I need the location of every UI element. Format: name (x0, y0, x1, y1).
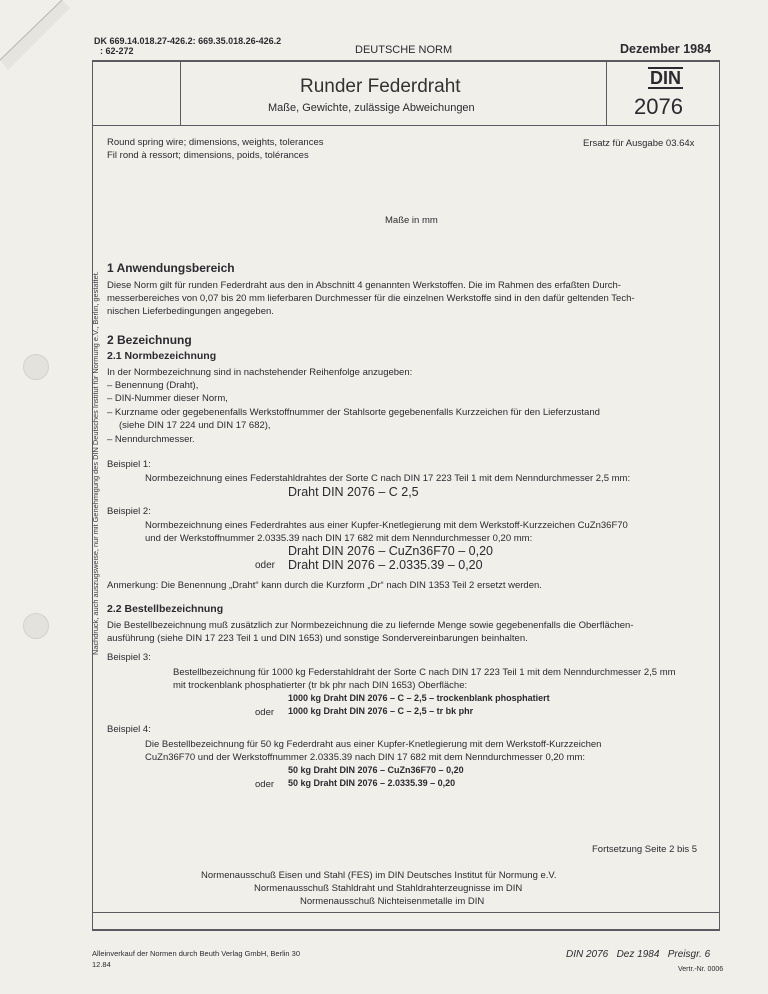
example-3-oder: oder (255, 707, 275, 718)
example-1-label: Beispiel 1: (107, 459, 151, 470)
section-2-heading: 2 Bezeichnung (107, 333, 192, 347)
example-2-line-2: und der Werkstoffnummer 2.0335.39 nach DIN 17 682 mit dem Nenndurchmesser 0,20 mm: (145, 533, 533, 544)
section-2-1-heading: 2.1 Normbezeichnung (107, 350, 217, 362)
section-2-1-intro: In der Normbezeichnung sind in nachstehender Reihenfolge anzugeben: (107, 367, 413, 378)
frame-right (719, 60, 720, 930)
example-2-label: Beispiel 2: (107, 506, 151, 517)
example-4-line-2: CuZn36F70 und der Werkstoffnummer 2.0335.39 nach DIN 17 682 mit dem Nenndurchmesser 0,20 mm: (145, 752, 586, 763)
footer-distributor: Alleinverkauf der Normen durch Beuth Verlag GmbH, Berlin 30 (92, 949, 301, 958)
list-item: – DIN-Nummer dieser Norm, (107, 393, 228, 404)
issue-date: Dezember 1984 (620, 42, 712, 56)
din-number: 2076 (634, 94, 683, 119)
units-note: Maße in mm (385, 215, 438, 226)
section-2-2-line-2: ausführung (siehe DIN 17 223 Teil 1 und DIN 1653) und sonstige Sondervereinbarungen beinhalten. (107, 633, 528, 644)
section-1-heading: 1 Anwendungsbereich (107, 261, 235, 275)
example-4-line-1: Die Bestellbezeichnung für 50 kg Federdraht aus einer Kupfer-Knetlegierung mit dem Werkstoff-Kurzzeichen (145, 739, 602, 750)
section-1-line-2: messerbereiches von 0,07 bis 20 mm lieferbaren Durchmesser für die einzelnen Werkstoffe sind in den dafür geltenden Tech- (107, 293, 635, 304)
example-1-code: Draht DIN 2076 – C 2,5 (288, 485, 419, 499)
section-1-line-3: nischen Lieferbedingungen angegeben. (107, 306, 274, 317)
dk-classification: DK 669.14.018.27-426.2: 669.35.018.26-426.2 (94, 36, 282, 46)
list-item-continuation: (siehe DIN 17 224 und DIN 17 682), (119, 420, 271, 431)
punch-hole-top (23, 354, 49, 380)
example-3-label: Beispiel 3: (107, 652, 151, 663)
example-4-label: Beispiel 4: (107, 724, 151, 735)
list-item: – Benennung (Draht), (107, 380, 199, 391)
title-english: Round spring wire; dimensions, weights, tolerances (107, 137, 324, 148)
example-3-code-2: 1000 kg Draht DIN 2076 – C – 2,5 – tr bk phr (288, 706, 474, 716)
folded-corner (0, 0, 80, 80)
section-1-line-1: Diese Norm gilt für runden Federdraht aus den in Abschnitt 4 genannten Werkstoffen. Die im Rahmen des erfaßten Durch- (107, 280, 621, 291)
header-divider-left (180, 60, 181, 126)
header-rule-top (92, 60, 720, 62)
example-2-line-1: Normbezeichnung eines Federdrahtes aus einer Kupfer-Knetlegierung mit dem Werkstoff-Kurzzeichen CuZn36F70 (145, 520, 628, 531)
footer-reference: DIN 2076 Dez 1984 Preisgr. 6 (566, 949, 711, 960)
example-4-oder: oder (255, 779, 275, 790)
committee-3: Normenausschuß Nichteisenmetalle im DIN (300, 896, 485, 907)
example-1-text: Normbezeichnung eines Federstahldrahtes der Sorte C nach DIN 17 223 Teil 1 mit dem Nenndurchmesser 2,5 mm: (145, 473, 631, 484)
section-2-2-heading: 2.2 Bestellbezeichnung (107, 603, 224, 615)
example-4-code-1: 50 kg Draht DIN 2076 – CuZn36F70 – 0,20 (288, 765, 464, 775)
norm-type: DEUTSCHE NORM (355, 44, 453, 56)
example-3-code-1: 1000 kg Draht DIN 2076 – C – 2,5 – trockenblank phosphatiert (288, 693, 550, 703)
example-2-code-1: Draht DIN 2076 – CuZn36F70 – 0,20 (288, 544, 493, 558)
document-title: Runder Federdraht (300, 76, 461, 97)
header-divider-right (606, 60, 607, 126)
remark: Anmerkung: Die Benennung „Draht“ kann durch die Kurzform „Dr“ nach DIN 1353 Teil 2 ersetzt werden. (107, 580, 542, 591)
footer-code: 12.84 (92, 960, 111, 969)
committee-1: Normenausschuß Eisen und Stahl (FES) im DIN Deutsches Institut für Normung e.V. (201, 870, 557, 881)
header-rule-bottom (92, 125, 720, 126)
punch-hole-bottom (23, 613, 49, 639)
example-4-code-2: 50 kg Draht DIN 2076 – 2.0335.39 – 0,20 (288, 778, 456, 788)
replacement-note: Ersatz für Ausgabe 03.64x (583, 138, 695, 149)
example-3-line-1: Bestellbezeichnung für 1000 kg Federstahldraht der Sorte C nach DIN 17 223 Teil 1 mit dem Nenndurchmesser 2,5 mm (173, 667, 676, 678)
footer-rule-top (92, 912, 720, 913)
reprint-notice: Nachdruck, auch auszugsweise, nur mit Genehmigung des DIN Deutsches Institut für Normung e.V., Berlin, gestattet. (91, 271, 100, 655)
footer-rule-bottom (92, 929, 720, 931)
committee-2: Normenausschuß Stahldraht und Stahldrahterzeugnisse im DIN (254, 883, 523, 894)
section-2-2-line-1: Die Bestellbezeichnung muß zusätzlich zur Normbezeichnung die zu liefernde Menge sowie gegebenenfalls die Oberflächen- (107, 620, 634, 631)
list-item: – Kurzname oder gegebenenfalls Werkstoffnummer der Stahlsorte gegebenenfalls Kurzzeichen für den Lieferzustand (107, 407, 600, 418)
list-item: – Nenndurchmesser. (107, 434, 195, 445)
continuation-note: Fortsetzung Seite 2 bis 5 (592, 844, 698, 855)
document-subtitle: Maße, Gewichte, zulässige Abweichungen (268, 102, 475, 114)
title-french: Fil rond à ressort; dimensions, poids, tolérances (107, 150, 309, 161)
dk-classification-2: : 62-272 (100, 46, 134, 56)
footer-vertr: Vertr.-Nr. 0006 (678, 966, 724, 973)
example-2-oder: oder (255, 560, 276, 571)
example-3-line-2: mit trockenblank phosphatierter (tr bk phr nach DIN 1653) Oberfläche: (173, 680, 468, 691)
din-logo: DIN (650, 68, 681, 88)
example-2-code-2: Draht DIN 2076 – 2.0335.39 – 0,20 (288, 558, 483, 572)
